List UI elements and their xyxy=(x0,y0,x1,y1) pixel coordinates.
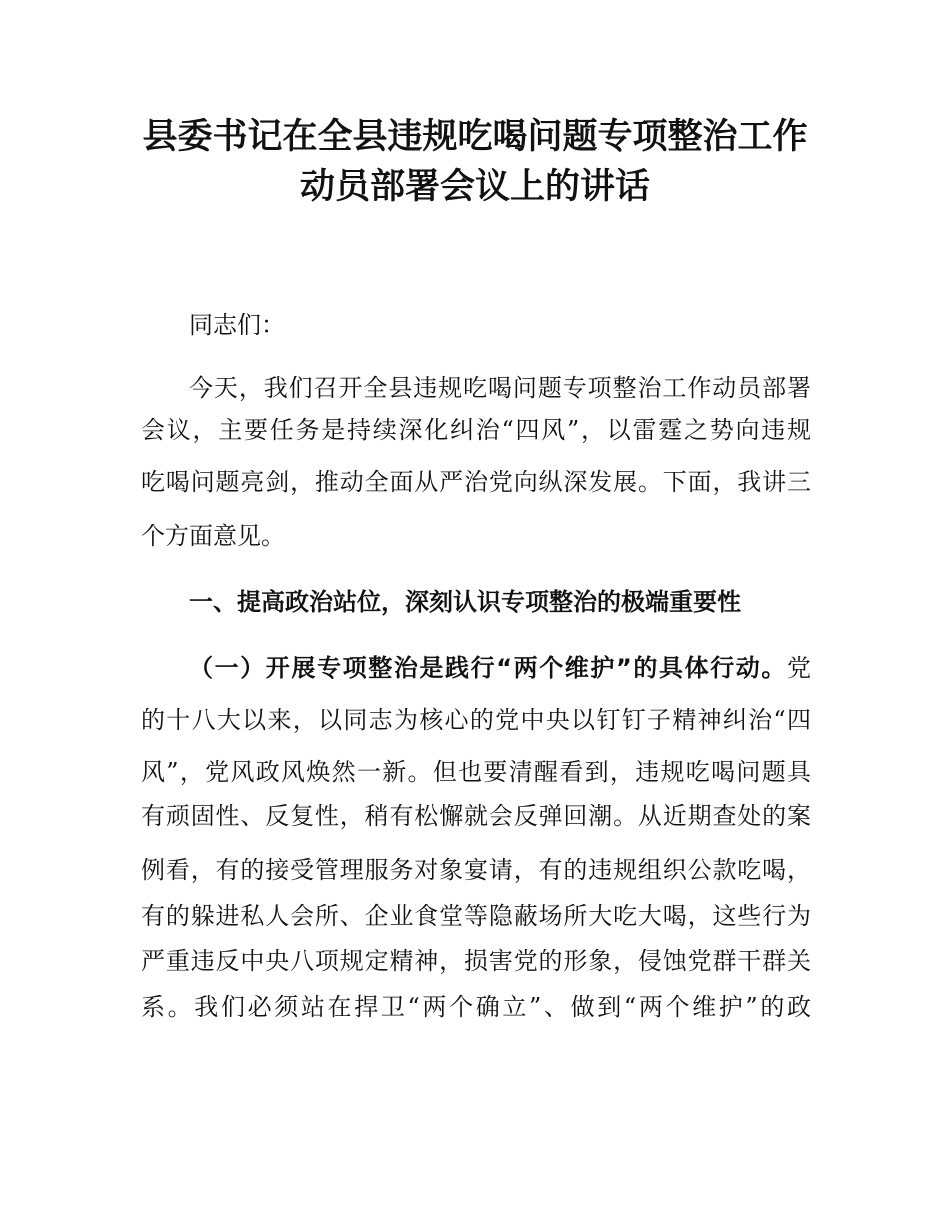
body-line-5: 有的躲进私人会所、企业食堂等隐蔽场所大吃大喝，这些行为 xyxy=(141,902,811,930)
document-title-line-1: 县委书记在全县违规吃喝问题专项整治工作 xyxy=(142,117,808,157)
subsection-1-first-tail: 党 xyxy=(787,654,811,682)
intro-line-4: 个方面意见。 xyxy=(141,522,285,550)
body-line-1: 的十八大以来，以同志为核心的党中央以钉钉子精神纠治“四 xyxy=(141,706,811,734)
body-line-4: 例看，有的接受管理服务对象宴请，有的违规组织公款吃喝， xyxy=(141,856,811,884)
document-title-line-2: 动员部署会议上的讲话 xyxy=(299,167,650,207)
subsection-1-first-line xyxy=(189,650,811,686)
body-line-2: 风”，党风政风焕然一新。但也要清醒看到，违规吃喝问题具 xyxy=(141,758,811,786)
intro-line-3: 吃喝问题亮剑，推动全面从严治党向纵深发展。下面，我讲三 xyxy=(141,468,811,496)
body-line-7: 系。我们必须站在捍卫“两个确立”、做到“两个维护”的政 xyxy=(141,993,811,1021)
salutation: 同志们： xyxy=(189,311,285,339)
body-line-3: 有顽固性、反复性，稍有松懈就会反弹回潮。从近期查处的案 xyxy=(141,802,811,830)
intro-line-1: 今天，我们召开全县违规吃喝问题专项整治工作动员部署 xyxy=(189,374,811,402)
subsection-1-heading: （一）开展专项整治是践行“两个维护”的具体行动。 xyxy=(189,654,787,682)
section-1-heading: 一、提高政治站位，深刻认识专项整治的极端重要性 xyxy=(189,588,741,616)
body-line-6: 严重违反中央八项规定精神，损害党的形象，侵蚀党群干群关 xyxy=(141,947,811,975)
intro-line-2: 会议，主要任务是持续深化纠治“四风”，以雷霆之势向违规 xyxy=(141,416,811,444)
